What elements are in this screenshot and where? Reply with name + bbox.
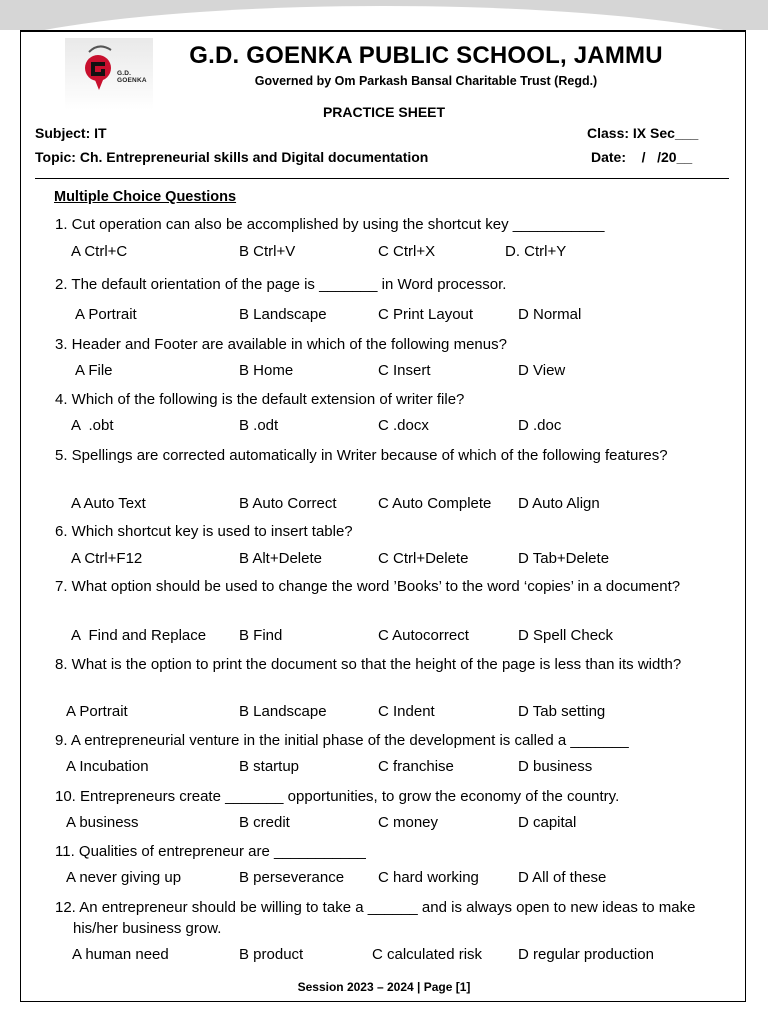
question-6-option-d: D Tab+Delete	[518, 550, 610, 567]
question-7: 7. What option should be used to change the word ’Books’ to the word ‘copies’ in a document?	[55, 578, 681, 595]
question-12-option-a: A human need	[72, 946, 169, 963]
sheet-title: PRACTICE SHEET	[322, 104, 446, 120]
topic-label: Topic: Ch. Entrepreneurial skills and Digital documentation	[35, 149, 429, 165]
question-3-option-c: C Insert	[378, 362, 431, 379]
question-8-option-a: A Portrait	[66, 703, 128, 720]
question-3-option-b: B Home	[239, 362, 294, 379]
subject-label: Subject: IT	[35, 125, 107, 141]
school-name: G.D. GOENKA PUBLIC SCHOOL, JAMMU	[189, 42, 663, 69]
question-7-option-d: D Spell Check	[518, 627, 614, 644]
question-11-option-d: D All of these	[518, 869, 607, 886]
question-3-option-d: D View	[518, 362, 566, 379]
question-12-option-b: B product	[239, 946, 304, 963]
question-1-option-b: B Ctrl+V	[239, 243, 296, 260]
question-4-option-c: C .docx	[378, 417, 429, 434]
question-10-option-c: C money	[378, 814, 439, 831]
question-10-option-d: D capital	[518, 814, 577, 831]
question-2-option-c: C Print Layout	[378, 306, 474, 323]
question-6-option-c: C Ctrl+Delete	[378, 550, 469, 567]
question-8-option-d: D Tab setting	[518, 703, 606, 720]
question-4-option-b: B .odt	[239, 417, 279, 434]
question-10-option-a: A business	[66, 814, 139, 831]
question-12: 12. An entrepreneur should be willing to take a ______ and is always open to new ideas to make his/her business grow.	[55, 899, 696, 937]
page-shadow-band	[0, 0, 768, 30]
question-8-option-b: B Landscape	[239, 703, 327, 720]
question-4: 4. Which of the following is the default extension of writer file?	[55, 391, 465, 408]
question-2-option-b: B Landscape	[239, 306, 327, 323]
question-5-option-a: A Auto Text	[71, 495, 146, 512]
question-9: 9. A entrepreneurial venture in the initial phase of the development is called a _______	[55, 732, 629, 749]
question-8: 8. What is the option to print the document so that the height of the page is less than its width?	[55, 656, 682, 673]
question-2-option-a: A Portrait	[75, 306, 137, 323]
question-1-option-c: C Ctrl+X	[378, 243, 436, 260]
question-10: 10. Entrepreneurs create _______ opportunities, to grow the economy of the country.	[55, 788, 620, 805]
question-11-option-c: C hard working	[378, 869, 479, 886]
question-1: 1. Cut operation can also be accomplished by using the shortcut key ___________	[55, 216, 605, 233]
question-3-option-a: A File	[75, 362, 113, 379]
date-label: Date: / /20__	[591, 149, 693, 165]
question-4-option-a: A .obt	[71, 417, 114, 434]
question-2-option-d: D Normal	[518, 306, 582, 323]
question-12-option-d: D regular production	[518, 946, 654, 963]
question-12-option-c: C calculated risk	[372, 946, 483, 963]
question-7-option-a: A Find and Replace	[71, 627, 207, 644]
question-6-option-b: B Alt+Delete	[239, 550, 322, 567]
question-11: 11. Qualities of entrepreneur are ___________	[55, 843, 366, 860]
question-11-option-a: A never giving up	[66, 869, 182, 886]
question-5-option-b: B Auto Correct	[239, 495, 337, 512]
header-divider	[35, 178, 729, 179]
question-6-option-a: A Ctrl+F12	[71, 550, 143, 567]
question-1-option-d: D. Ctrl+Y	[505, 243, 567, 260]
question-10-option-b: B credit	[239, 814, 290, 831]
question-7-option-b: B Find	[239, 627, 283, 644]
section-title: Multiple Choice Questions	[54, 189, 237, 205]
question-11-option-b: B perseverance	[239, 869, 345, 886]
practice-sheet-page	[20, 30, 746, 1002]
question-9-option-a: A Incubation	[66, 758, 149, 775]
question-6: 6. Which shortcut key is used to insert table?	[55, 523, 353, 540]
page-footer: Session 2023 – 2024 | Page [1]	[297, 980, 471, 994]
question-5-option-d: D Auto Align	[518, 495, 600, 512]
question-5: 5. Spellings are corrected automatically in Writer because of which of the following features?	[55, 447, 668, 464]
trust-subtitle: Governed by Om Parkash Bansal Charitable Trust (Regd.)	[254, 74, 598, 88]
question-9-option-c: C franchise	[378, 758, 454, 775]
question-5-option-c: C Auto Complete	[378, 495, 492, 512]
question-7-option-c: C Autocorrect	[378, 627, 469, 644]
school-logo	[65, 38, 153, 110]
logo-text: G.D. GOENKA	[117, 70, 147, 84]
question-2: 2. The default orientation of the page is _______ in Word processor.	[55, 276, 507, 293]
question-4-option-d: D .doc	[518, 417, 562, 434]
question-3: 3. Header and Footer are available in which of the following menus?	[55, 336, 507, 353]
class-label: Class: IX Sec___	[587, 125, 699, 141]
question-9-option-b: B startup	[239, 758, 300, 775]
question-9-option-d: D business	[518, 758, 593, 775]
question-1-option-a: A Ctrl+C	[71, 243, 128, 260]
question-8-option-c: C Indent	[378, 703, 435, 720]
